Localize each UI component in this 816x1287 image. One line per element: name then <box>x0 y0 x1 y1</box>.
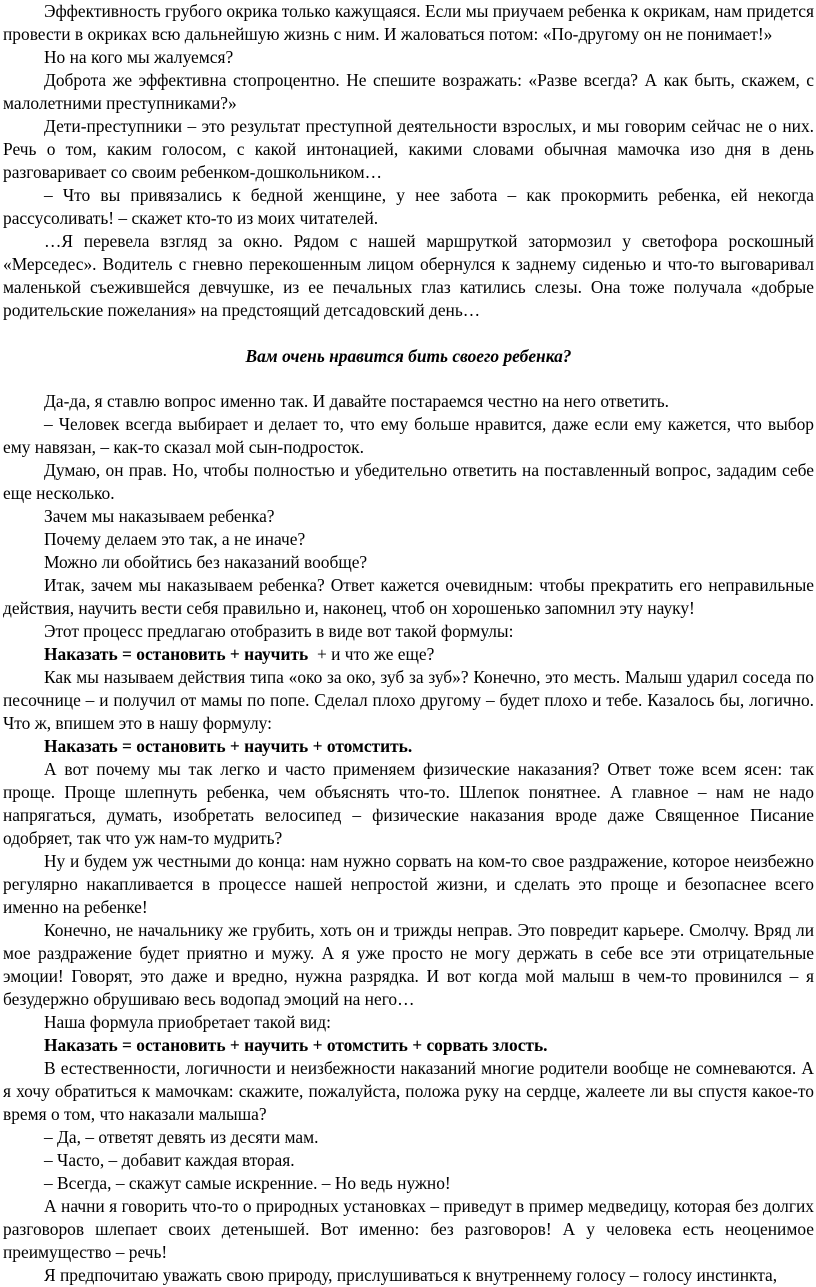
formula-line <box>3 735 814 758</box>
paragraph: Можно ли обойтись без наказаний вообще? <box>44 552 368 572</box>
paragraph: Да-да, я ставлю вопрос именно так. И давайте постараемся честно на него ответить. <box>44 391 670 411</box>
paragraph: А начни я говорить что-то о природных установках – приведут в пример медведицу, которая без долгих разговоров шлепает своих детенышей. Вот именно: без разговоров! А у человека есть неоценимое преимущество – речь! <box>3 1196 814 1262</box>
section-title: Вам очень нравится бить своего ребенка? <box>245 346 572 366</box>
paragraph: Почему делаем это так, а не иначе? <box>44 529 306 549</box>
paragraph: Этот процесс предлагаю отобразить в виде вот такой формулы: <box>44 621 514 641</box>
formula-tail: + и что же еще? <box>308 644 435 664</box>
paragraph: Доброта же эффективна стопроцентно. Не спешите возражать: «Разве всегда? А как быть, скажем, с малолетними преступниками?» <box>3 70 814 113</box>
paragraph: Конечно, не начальнику же грубить, хоть он и трижды неправ. Это повредит карьере. Смолчу. Вряд ли мое раздражение будет приятно и мужу. А я уже просто не могу держать в себе все эти отрицательные эмоции! Говорят, это даже и вредно, нужна разрядка. И вот когда мой малыш в чем-то провинился – я безудержно обрушиваю весь водопад эмоций на него… <box>3 920 814 1009</box>
paragraph: Но на кого мы жалуемся? <box>44 47 234 67</box>
paragraph: Дети-преступники – это результат преступной деятельности взрослых, и мы говорим сейчас не о них. Речь о том, каким голосом, с какой интонацией, какими словами обычная мамочка изо дня в день разговаривает со своим ребенком-дошкольником… <box>3 116 814 182</box>
paragraph: …Я перевела взгляд за окно. Рядом с нашей маршруткой затормозил у светофора роскошный «Мерседес». Водитель с гневно перекошенным лицом обернулся к заднему сиденью и что-то выговаривал маленькой съежившейся девчушке, из ее печальных глаз катились слезы. Она тоже получала «добрые родительские пожелания» на предстоящий детсадовский день… <box>3 231 814 320</box>
paragraph: Итак, зачем мы наказываем ребенка? Ответ кажется очевидным: чтобы прекратить его неправильные действия, научить вести себя правильно и, наконец, чтоб он хорошенько запомнил эту науку! <box>3 575 814 618</box>
paragraph: Зачем мы наказываем ребенка? <box>44 506 275 526</box>
paragraph: – Что вы привязались к бедной женщине, у нее забота – как прокормить ребенка, ей некогда рассусоливать! – скажет кто-то из моих читателей. <box>3 185 814 228</box>
formula-bold: Наказать = остановить + научить + отомстить + сорвать злость. <box>44 1035 548 1055</box>
formula-line <box>3 1034 814 1057</box>
paragraph: В естественности, логичности и неизбежности наказаний многие родители вообще не сомневаются. А я хочу обратиться к мамочкам: скажите, пожалуйста, положа руку на сердце, жалеете ли вы спустя какое-то время о том, что наказали малыша? <box>3 1058 814 1124</box>
formula-bold: Наказать = остановить + научить + отомстить. <box>44 736 413 756</box>
paragraph: – Человек всегда выбирает и делает то, что ему больше нравится, даже если ему кажется, что выбор ему навязан, – как-то сказал мой сын-подросток. <box>3 414 814 457</box>
paragraph: Я предпочитаю уважать свою природу, прислушиваться к внутреннему голосу – голосу инстинкта, <box>44 1265 778 1285</box>
paragraph: Как мы называем действия типа «око за око, зуб за зуб»? Конечно, это месть. Малыш ударил соседа по песочнице – и получил от мамы по попе. Сделал плохо другому – будет плохо и тебе. Казалось бы, логично. Что ж, впишем это в нашу формулу: <box>3 667 814 733</box>
paragraph: – Да, – ответят девять из десяти мам. <box>44 1127 319 1147</box>
formula-line <box>3 643 814 666</box>
paragraph: Думаю, он прав. Но, чтобы полностью и убедительно ответить на поставленный вопрос, зададим себе еще несколько. <box>3 460 814 503</box>
paragraph: Наша формула приобретает такой вид: <box>44 1012 331 1032</box>
paragraph: Ну и будем уж честными до конца: нам нужно сорвать на ком-то свое раздражение, которое неизбежно регулярно накапливается в процессе нашей непростой жизни, и сделать это проще и безопаснее всего именно на ребенке! <box>3 851 814 917</box>
paragraph: – Часто, – добавит каждая вторая. <box>44 1150 295 1170</box>
paragraph: А вот почему мы так легко и часто применяем физические наказания? Ответ тоже всем ясен: так проще. Проще шлепнуть ребенка, чем объяснять что-то. Шлепок понятнее. А главное – нам не надо напрягаться, думать, изобретать велосипед – физические наказания вроде даже Священное Писание одобряет, так что уж нам-то мудрить? <box>3 759 814 848</box>
formula-bold: Наказать = остановить + научить <box>44 644 309 664</box>
paragraph: Эффективность грубого окрика только кажущаяся. Если мы приучаем ребенка к окрикам, нам придется провести в окриках всю дальнейшую жизнь с ним. И жаловаться потом: «По-другому он не понимает!» <box>3 1 814 44</box>
paragraph: – Всегда, – скажут самые искренние. – Но ведь нужно! <box>44 1173 451 1193</box>
